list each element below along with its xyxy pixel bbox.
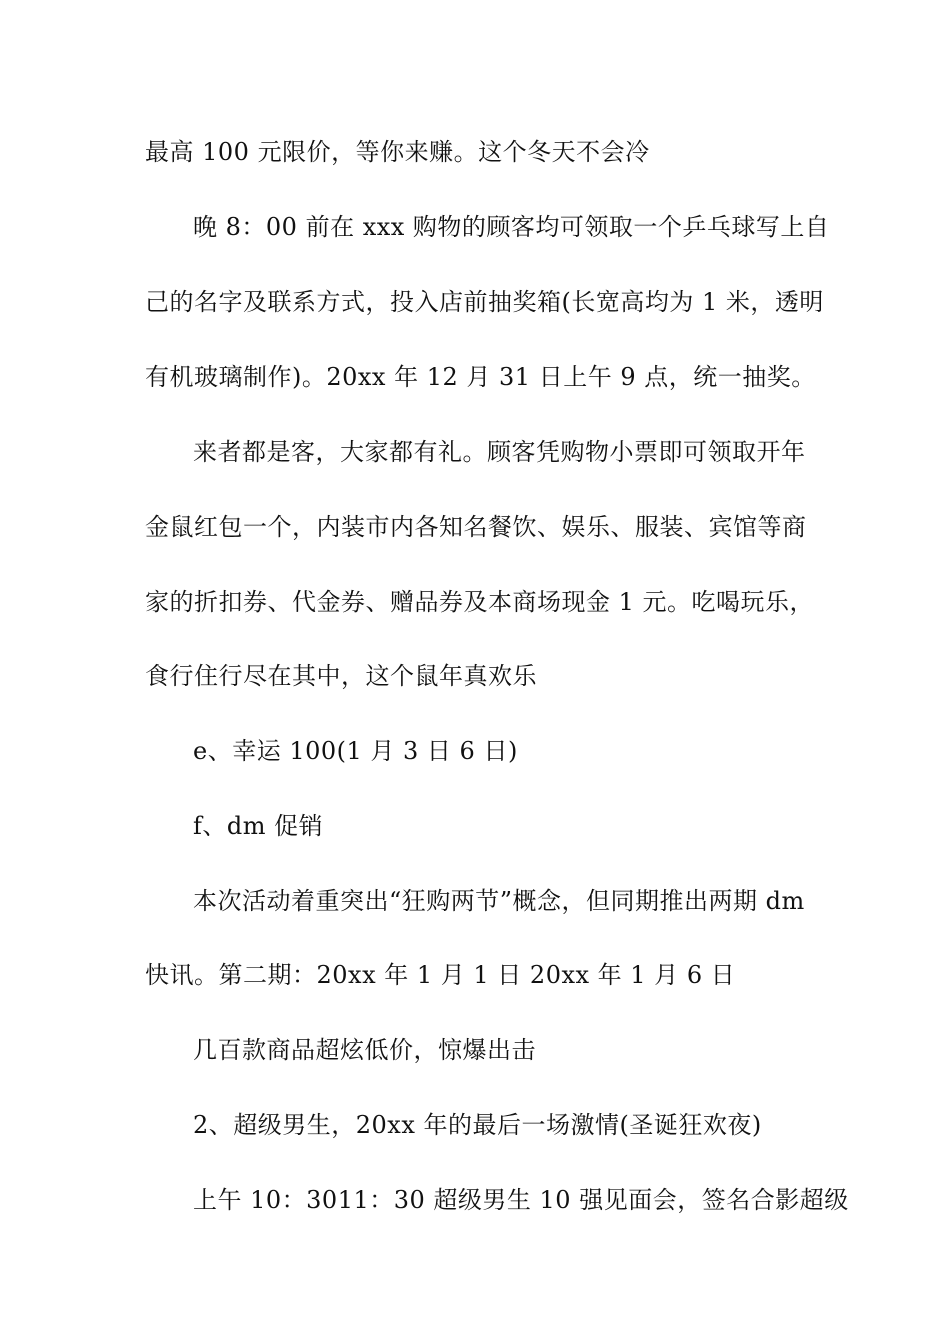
text-line: 几百款商品超炫低价，惊爆出击 [193,1036,536,1064]
text-line: 家的折扣券、代金券、赠品券及本商场现金 1 元。吃喝玩乐， [145,588,815,616]
text-line: 金鼠红包一个，内装市内各知名餐饮、娱乐、服装、宾馆等商 [145,513,807,541]
text-line: 2、超级男生，20xx 年的最后一场激情(圣诞狂欢夜) [193,1111,762,1139]
text-line: 有机玻璃制作)。20xx 年 12 月 31 日上午 9 点，统一抽奖。 [145,363,816,391]
text-line: 晚 8：00 前在 xxx 购物的顾客均可领取一个乒乓球写上自 [193,213,830,241]
text-line: f、dm 促销 [193,812,324,840]
text-line: 己的名字及联系方式，投入店前抽奖箱(长宽高均为 1 米，透明 [145,288,824,316]
text-line: 最高 100 元限价，等你来赚。这个冬天不会冷 [145,138,650,166]
text-line: e、幸运 100(1 月 3 日 6 日) [193,737,518,765]
text-line: 上午 10：3011：30 超级男生 10 强见面会，签名合影超级 [193,1186,849,1214]
text-line: 本次活动着重突出“狂购两节”概念，但同期推出两期 dm [193,887,805,915]
text-line: 快讯。第二期：20xx 年 1 月 1 日 20xx 年 1 月 6 日 [145,961,736,989]
text-line: 食行住行尽在其中，这个鼠年真欢乐 [145,662,537,690]
text-line: 来者都是客，大家都有礼。顾客凭购物小票即可领取开年 [193,438,806,466]
